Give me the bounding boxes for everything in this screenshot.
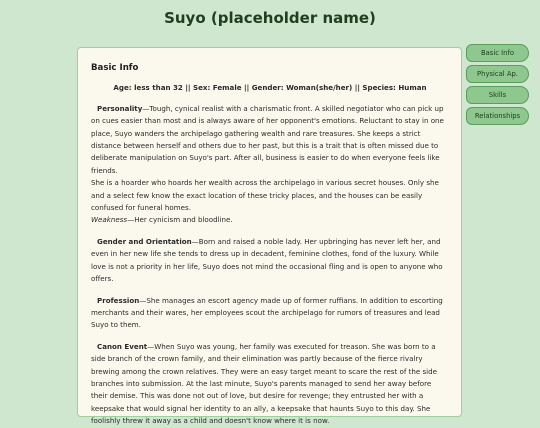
gender-text: —Born and raised a noble lady. Her upbringing has never left her, and even in her new life she tends to dress up in decadent, feminine clothes, fond of the luxury. While love is not a priority in her life, Suyo does not mind the occasional fling and is open to anyone who offers. [91,236,443,284]
personality-label: Personality [97,103,143,113]
content-card [77,47,462,426]
tab-relationships[interactable]: Relationships [466,107,529,125]
gender-label: Gender and Orientation [97,236,192,246]
canon-label: Canon Event [97,341,148,351]
profession-label: Profession [97,295,140,305]
tab-physical-appearance[interactable]: Physical Ap. [466,65,529,83]
page-title: Suyo (placeholder name) [164,9,376,27]
tab-skills[interactable]: Skills [466,86,529,104]
profession-text: —She manages an escort agency made up of former ruffians. In addition to escorting merchants and their wares, her employees scout the archipelago for rumors of treasures and lead Suyo to them. [91,295,443,330]
canon-text: —When Suyo was young, her family was executed for treason. She was born to a side branch of the crown family, and their elimination was partly because of the fierce rivalry brewing among the crown relatives. They were an easy target meant to scare the rest of the side branches into submission. At the last minute, Suyo's parents managed to send her away before their demise. This was done not out of love, but desire for revenge; they entrusted her with a keepsake that would signal her identity to an ally, a keepsake that haunts Suyo to this day. She foolishly threw it away as a child and doesn't know where it is now. [91,341,438,426]
basic-stats: Age: less than 32 || Sex: Female || Gender: Woman(she/her) || Species: Human [113,83,427,93]
section-heading: Basic Info [91,63,139,73]
canon-section [91,341,449,428]
gender-section [91,236,449,286]
weakness-label: Weakness [91,215,128,225]
personality-section [91,103,449,227]
profession-section [91,295,449,332]
weakness-text: —Her cynicism and bloodline. [127,215,233,225]
side-tabs [466,44,529,128]
tab-basic-info[interactable]: Basic Info [466,44,529,62]
personality-text: —Tough, cynical realist with a charismatic front. A skilled negotiator who can pick up on cues easier than most and is always aware of her opponent's emotions. Reluctant to stay in one place, Suyo wanders the archipelago gathering wealth and rare treasures. She keeps a strict distance between herself and others due to her past, but this is a trait that is often missed due to deliberate manipulation on Suyo's part. After all, business is easier to do when everyone feels like friends. [91,103,444,175]
personality-extra: She is a hoarder who hoards her wealth across the archipelago in various secret houses. Only she and a select few know the exact location of these tricky places, and the houses can be easily confused for funeral homes. [91,178,439,213]
